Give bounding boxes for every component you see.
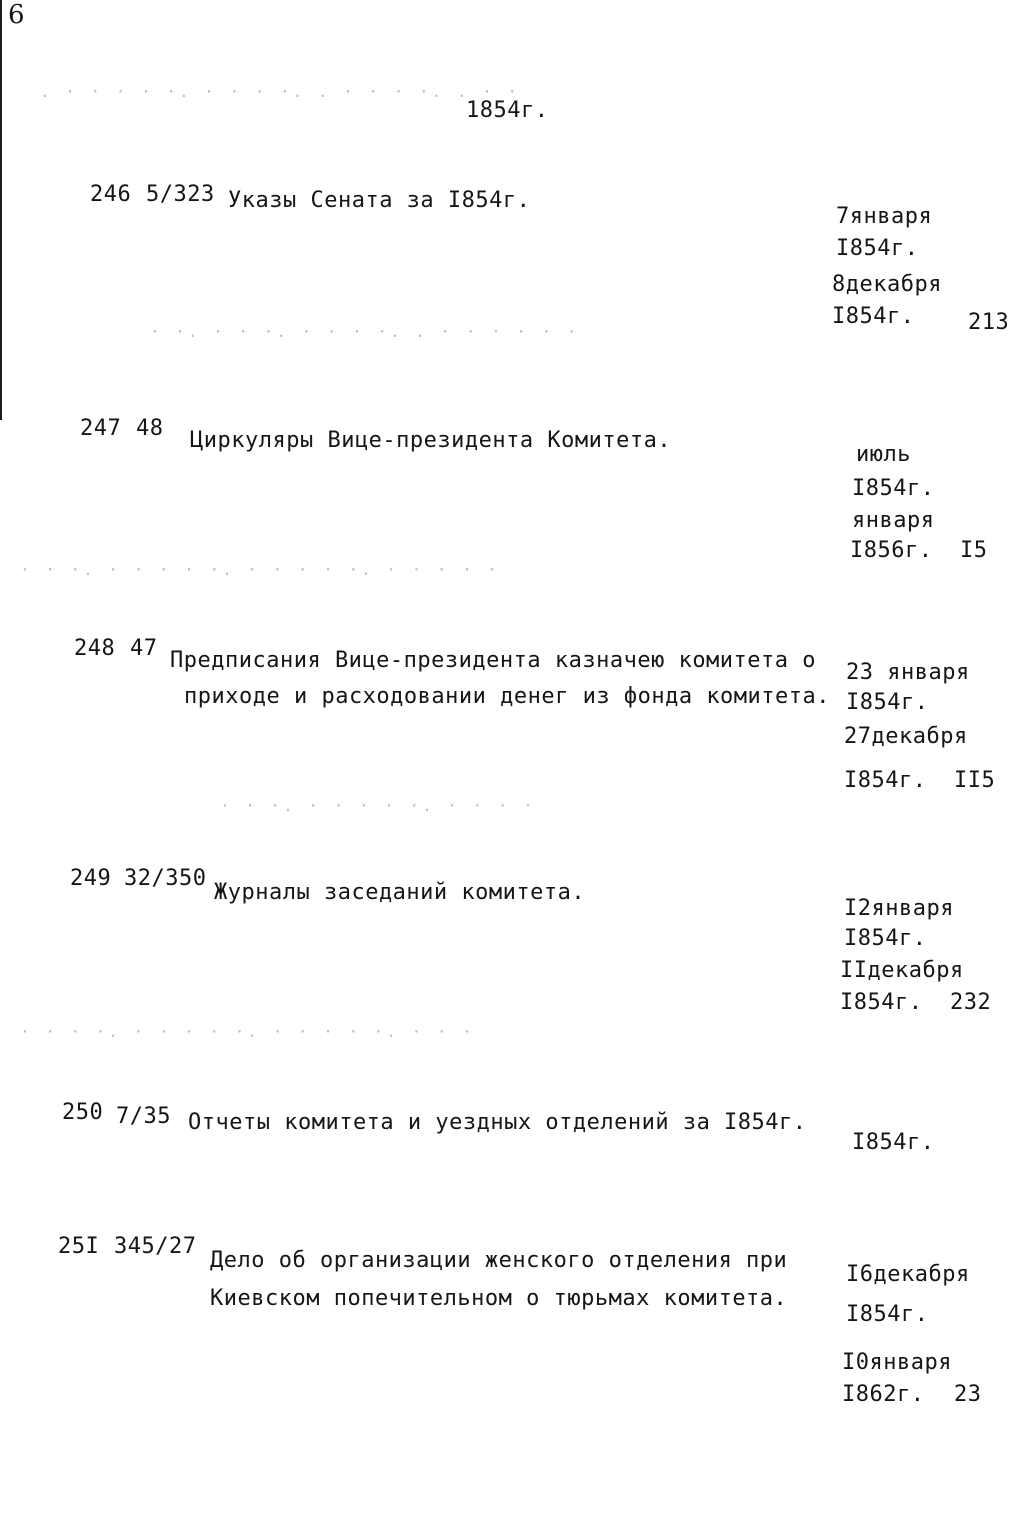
entry-date: I862г.	[842, 1382, 925, 1407]
entry-old-number: 5/323	[146, 182, 215, 207]
entry-old-number: 32/350	[124, 866, 207, 891]
bleed-through-noise: · · · ·. · · · · ·. · · · · ·. · · ·	[20, 1022, 475, 1041]
entry-date: I854г.	[846, 1302, 929, 1327]
year-heading: 1854г.	[466, 98, 549, 123]
entry-sheet-count: I5	[960, 538, 988, 563]
entry-date: I854г.	[844, 926, 927, 951]
bleed-through-noise: · · ·. · · · · ·. · · · ·	[220, 796, 536, 815]
entry-sheet-count: 23	[954, 1382, 982, 1407]
entry-title-line: Журналы заседаний комитета.	[214, 880, 586, 905]
entry-old-number: 345/27	[114, 1234, 197, 1259]
entry-old-number: 48	[136, 416, 164, 441]
bleed-through-noise: · · ·. · · · · ·. · · · · ·. · · · · ·	[20, 560, 501, 579]
entry-date: 7января	[836, 204, 933, 229]
entry-date: 23 января	[846, 660, 970, 685]
page-number: 6	[8, 0, 25, 30]
entry-title-line: приходе и расходовании денег из фонда комитета.	[184, 684, 831, 709]
entry-date: 8декабря	[832, 272, 942, 297]
entry-title-line: Указы Сената за I854г.	[228, 188, 531, 213]
entry-date: I854г.	[836, 236, 919, 261]
entry-title-line: Киевском попечительном о тюрьмах комитета.	[210, 1286, 788, 1311]
entry-old-number: 47	[130, 636, 158, 661]
entry-date: I854г.	[846, 690, 929, 715]
entry-sheet-count: 232	[950, 990, 992, 1015]
entry-date: I854г.	[832, 304, 915, 329]
entry-date: 27декабря	[844, 724, 968, 749]
left-margin-line	[0, 0, 2, 420]
entry-title-line: Дело об организации женского отделения при	[210, 1248, 788, 1273]
entry-sheet-count: 213	[968, 310, 1010, 335]
entry-date: I6декабря	[846, 1262, 970, 1287]
entry-date: I856г.	[850, 538, 933, 563]
entry-sheet-count: II5	[954, 768, 996, 793]
entry-number: 250	[62, 1100, 104, 1125]
entry-number: 247	[80, 416, 122, 441]
entry-date: I854г.	[840, 990, 923, 1015]
entry-number: 248	[74, 636, 116, 661]
entry-date: июль	[856, 442, 911, 467]
entry-date: I0января	[842, 1350, 952, 1375]
bleed-through-noise: · ·. · · ·. · · · ·. . · · · · · ·	[150, 322, 580, 341]
entry-date: I854г.	[844, 768, 927, 793]
entry-date: I2января	[844, 896, 954, 921]
entry-date: I854г.	[852, 1130, 935, 1155]
entry-old-number: 7/35	[116, 1104, 171, 1129]
entry-number: 249	[70, 866, 112, 891]
bleed-through-noise: . · · · · ·. · · · ·. . · · · ·. . · ·	[40, 82, 521, 101]
entry-title-line: Предписания Вице-президента казначею комитета о	[170, 648, 817, 673]
entry-date: I854г.	[852, 476, 935, 501]
entry-date: IIдекабря	[840, 958, 964, 983]
entry-title-line: Циркуляры Вице-президента Комитета.	[190, 428, 672, 453]
entry-number: 25I	[58, 1234, 100, 1259]
entry-number: 246	[90, 182, 132, 207]
entry-date: января	[852, 508, 935, 533]
entry-title-line: Отчеты комитета и уездных отделений за I854г.	[188, 1110, 807, 1135]
